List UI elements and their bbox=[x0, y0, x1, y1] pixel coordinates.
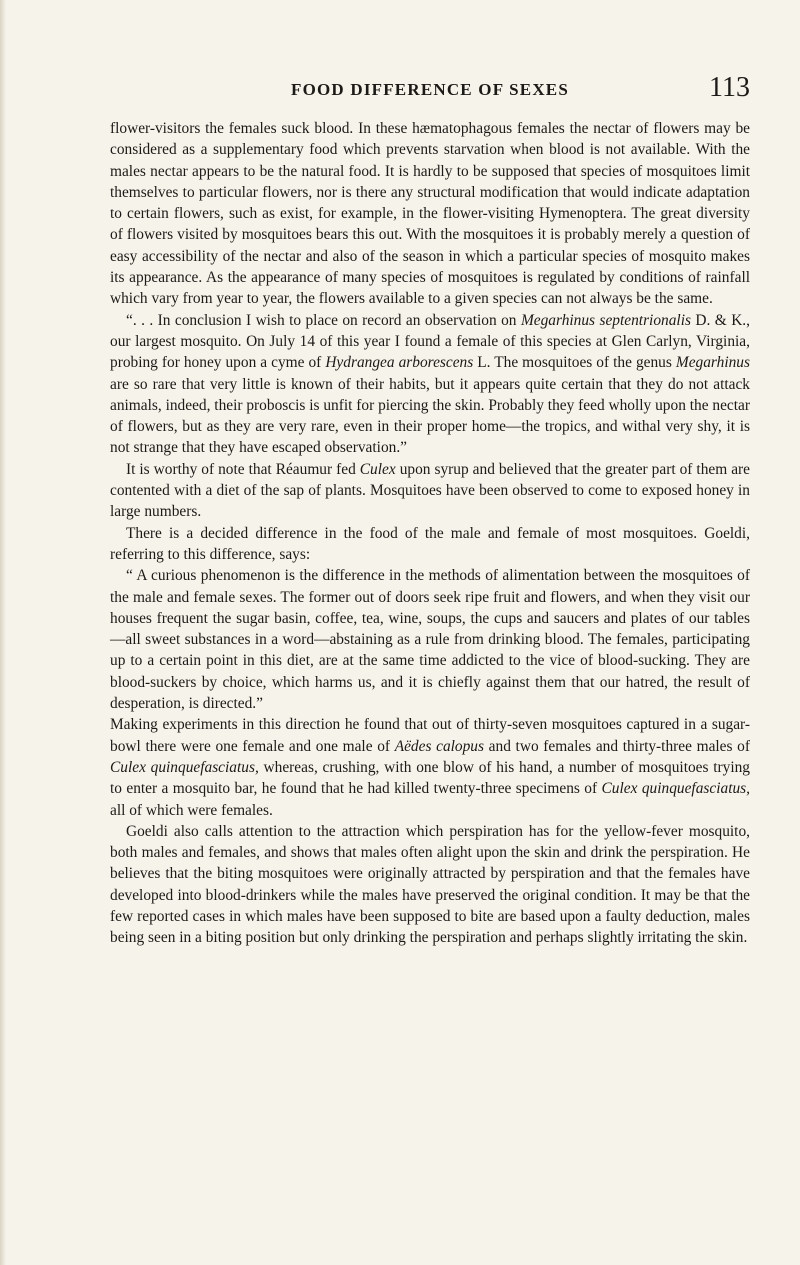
text-run: Making experiments in this direction he found that out of thirty-seven mosquitoes captured in a sugar-bowl there were one female and one male of bbox=[110, 716, 750, 755]
italic-text: Aëdes calopus bbox=[394, 737, 484, 755]
text-run: are so rare that very little is known of their habits, but it appears quite certain that they do not attack animals, indeed, their proboscis is unfit for piercing the skin. Probably they feed wholly upon the nectar of flowers, but as they are very rare, even in their proper home—the tropics, and withal very shy, it is not strange that they have escaped observation.” bbox=[110, 375, 750, 457]
italic-text: Culex bbox=[359, 460, 396, 478]
text-run: upon syrup and believed that the greater part of them are contented with a diet of the sap of plants. Mosquitoes have been observed to come to exposed honey in large numbers. bbox=[110, 460, 750, 521]
paragraph bbox=[110, 459, 750, 523]
body-text bbox=[110, 118, 750, 949]
text-run: Goeldi also calls attention to the attraction which perspiration has for the yellow-fever mosquito, both males and females, and shows that males often alight upon the skin and drink the perspiration. He believes that the biting mosquitoes were originally attracted by perspiration and that the females have developed into blood-drinkers while the males have preserved the original condition. It may be that the few reported cases in which males have been supposed to bite are based upon a faulty deduction, males being seen in a biting position but only drinking the perspiration and perhaps slightly irritating the skin. bbox=[110, 822, 750, 947]
paragraph bbox=[110, 821, 750, 949]
italic-text: Culex quinquefasciatus, bbox=[110, 758, 259, 776]
text-run: “ A curious phenomenon is the difference in the methods of alimentation between the mosquitoes of the male and female sexes. The former out of doors seek ripe fruit and flowers, and when they visit our houses frequent the sugar basin, coffee, tea, wine, soups, the cups and saucers and plates of our tables—all sweet substances in a word—abstaining as a rule from drinking blood. The females, participating up to a certain point in this diet, are at the same time addicted to the vice of blood-sucking. They are blood-suckers by choice, which harms us, and it is chiefly against them that our hatred, the result of desperation, is directed.” bbox=[110, 567, 750, 713]
text-run: It is worthy of note that Réaumur fed bbox=[126, 460, 360, 478]
page-header bbox=[110, 72, 750, 106]
text-run: all of which were females. bbox=[110, 801, 273, 819]
text-run: “. . . In conclusion I wish to place on record an observation on bbox=[126, 311, 521, 329]
running-head: FOOD DIFFERENCE OF SEXES bbox=[290, 80, 569, 99]
scan-edge-shadow bbox=[0, 0, 6, 1265]
paragraph bbox=[110, 714, 750, 820]
italic-text: Megarhinus bbox=[675, 354, 750, 372]
text-run: D. & K., our largest mosquito. On July 14 of this year I found a female of this species at Glen Carlyn, Virginia, probing for honey upon a cyme of bbox=[110, 311, 750, 372]
italic-text: Megarhinus septentrionalis bbox=[520, 311, 691, 329]
paragraph bbox=[110, 565, 750, 714]
text-run: flower-visitors the females suck blood. In these hæmatophagous females the nectar of flowers may be considered as a supplementary food which prevents starvation when blood is not available. With the males nectar appears to be the natural food. It is hardly to be supposed that species of mosquitoes limit themselves to particular flowers, nor is there any structural modification that would indicate adaptation to certain flowers, such as exist, for example, in the flower-visiting Hymenoptera. The great diversity of flowers visited by mosquitoes bears this out. With the mosquitoes it is probably merely a question of easy accessibility of the nectar and also of the season in which a particular species of mosquito makes its appearance. As the appearance of many species of mosquitoes is regulated by conditions of rainfall which vary from year to year, the flowers available to a given species can not always be the same. bbox=[110, 120, 750, 308]
paragraph bbox=[110, 118, 750, 310]
italic-text: Culex quinquefasciatus, bbox=[601, 780, 750, 798]
page-number: 113 bbox=[709, 72, 750, 103]
text-run: whereas, crushing, with one blow of his hand, a number of mosquitoes trying to enter a mosquito bar, he found that he had killed twenty-three specimens of bbox=[110, 758, 750, 798]
text-run: L. The mosquitoes of the genus bbox=[473, 354, 676, 372]
text-run: There is a decided difference in the food of the male and female of most mosquitoes. Goeldi, referring to this difference, says: bbox=[110, 524, 750, 563]
text-run: and two females and thirty-three males of bbox=[484, 737, 750, 755]
paragraph bbox=[110, 310, 750, 459]
paragraph bbox=[110, 523, 750, 566]
italic-text: Hydrangea arborescens bbox=[325, 354, 474, 372]
